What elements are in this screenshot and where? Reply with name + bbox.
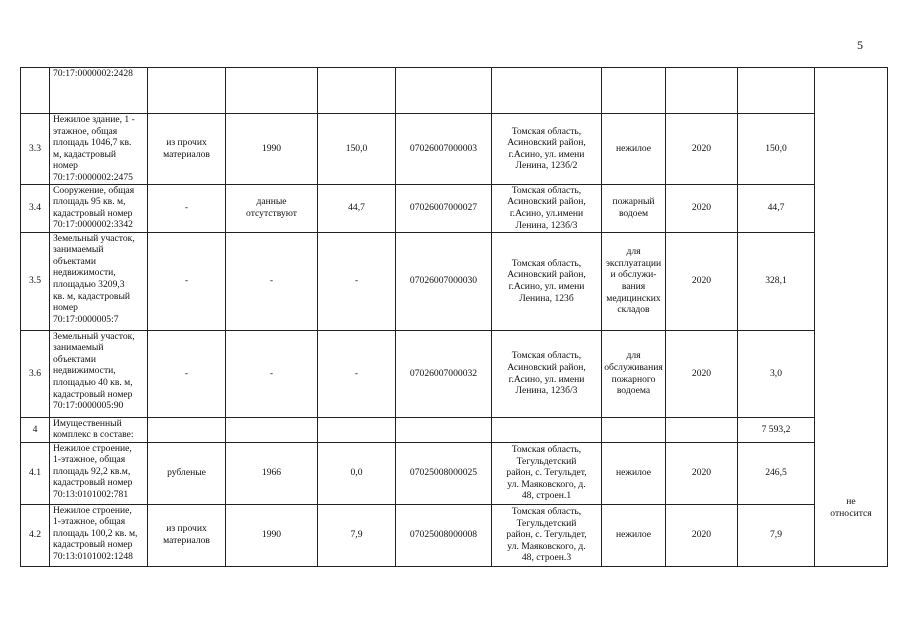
item-number-cell: 4 (21, 417, 50, 442)
build-year-cell (226, 184, 318, 232)
material-cell (148, 442, 226, 504)
table-row (21, 232, 888, 330)
description-line: 70:17:0000002:3342 (53, 219, 133, 231)
description-line: 70:17:0000002:2428 (53, 68, 133, 79)
purpose-cell (602, 232, 666, 330)
purpose-line: пожарный (612, 196, 655, 208)
material-line: - (184, 202, 189, 214)
description-cell (50, 442, 148, 504)
description-line: номер (53, 302, 78, 314)
description-line: площадью 3209,3 (53, 278, 125, 290)
item-number-cell: 4.1 (21, 442, 50, 504)
material-line: из прочих (166, 137, 207, 149)
address-line: Асиновский район, (507, 361, 586, 373)
purpose-cell (602, 114, 666, 185)
year-cell: 2020 (666, 504, 738, 566)
address-line: Асиновский район, (507, 196, 586, 208)
table-row (21, 114, 888, 185)
area-cell: - (318, 232, 396, 330)
address-cell (492, 232, 602, 330)
description-cell (50, 504, 148, 566)
purpose-line: вания (621, 281, 646, 293)
address-cell (492, 330, 602, 417)
registry-number-cell: 07026007000027 (396, 184, 492, 232)
description-line: м, кадастровый (53, 148, 117, 160)
material-cell (148, 330, 226, 417)
description-line: 70:17:0000002:2475 (53, 171, 133, 183)
description-line: Нежилое здание, 1 - (53, 114, 135, 125)
item-number-cell: 3.4 (21, 184, 50, 232)
value-cell: 7 593,2 (738, 417, 815, 442)
purpose-line: для (626, 246, 641, 258)
material-line: рубленые (167, 467, 206, 479)
description-line: Земельный участок, (53, 330, 135, 342)
build-year-cell (226, 330, 318, 417)
area-cell: - (318, 330, 396, 417)
material-line: - (184, 275, 189, 287)
purpose-line: нежилое (615, 142, 652, 154)
build-year-cell (226, 232, 318, 330)
value-cell (738, 68, 815, 114)
address-line: 48, строен.3 (521, 552, 572, 564)
purpose-cell (602, 330, 666, 417)
description-line: объектами (53, 255, 96, 267)
note-cell (815, 68, 888, 567)
description-line: недвижимости, (53, 365, 116, 377)
address-cell (492, 184, 602, 232)
value-cell: 3,0 (738, 330, 815, 417)
address-line: г.Асино, ул.имени (509, 208, 584, 220)
area-cell: 44,7 (318, 184, 396, 232)
description-cell (50, 417, 148, 442)
material-cell (148, 184, 226, 232)
purpose-line: водоем (618, 208, 649, 220)
material-line: из прочих (166, 523, 207, 535)
address-line: Томская область, (511, 444, 582, 456)
build-year-line: - (269, 275, 274, 287)
description-cell (50, 114, 148, 185)
address-line: 48, строен.1 (521, 490, 572, 502)
description-cell (50, 232, 148, 330)
description-line: этажное, общая (53, 125, 118, 137)
description-line: занимаемый (53, 342, 104, 354)
registry-number-cell: 07025008000025 (396, 442, 492, 504)
address-line: г.Асино, ул. имени (508, 281, 585, 293)
purpose-line: обслуживания (604, 361, 663, 373)
description-line: кадастровый номер (53, 207, 133, 219)
material-line: материалов (163, 535, 210, 547)
item-number-cell: 3.6 (21, 330, 50, 417)
value-cell: 246,5 (738, 442, 815, 504)
value-cell: 150,0 (738, 114, 815, 185)
address-line: Тегульдетский (516, 517, 577, 529)
description-line: недвижимости, (53, 267, 116, 279)
description-line: кадастровый номер (53, 388, 133, 400)
description-line: объектами (53, 353, 96, 365)
address-cell (492, 68, 602, 114)
address-line: район, с. Тегульдет, (506, 467, 587, 479)
value-cell: 328,1 (738, 232, 815, 330)
table-row (21, 330, 888, 417)
description-line: Земельный участок, (53, 232, 135, 244)
description-cell (50, 184, 148, 232)
table-row (21, 417, 888, 442)
table-row (21, 184, 888, 232)
area-cell: 150,0 (318, 114, 396, 185)
registry-number-cell: 07026007000032 (396, 330, 492, 417)
purpose-line: водоема (616, 385, 651, 397)
purpose-cell (602, 184, 666, 232)
build-year-line: отсутствуют (246, 208, 297, 220)
material-cell (148, 504, 226, 566)
material-cell (148, 417, 226, 442)
description-line: площадью 40 кв. м, (53, 376, 133, 388)
build-year-cell (226, 68, 318, 114)
value-cell: 44,7 (738, 184, 815, 232)
description-line: 1-этажное, общая (53, 454, 126, 466)
page-number: 5 (857, 38, 863, 52)
description-line: комплекс в составе: (53, 429, 134, 441)
table-row (21, 504, 888, 566)
material-line: материалов (163, 148, 210, 160)
material-cell (148, 114, 226, 185)
purpose-cell (602, 442, 666, 504)
description-line: 70:17:0000005:7 (53, 313, 119, 325)
address-line: Асиновский район, (507, 137, 586, 149)
area-cell: 7,9 (318, 504, 396, 566)
address-line: Томская область, (511, 257, 582, 269)
registry-number-cell: 07026007000003 (396, 114, 492, 185)
address-line: Томская область, (511, 350, 582, 362)
description-line: 70:13:0101002:1248 (53, 550, 133, 562)
address-line: Ленина, 123б/2 (515, 160, 578, 172)
note-line: не (846, 496, 856, 507)
material-cell (148, 232, 226, 330)
area-cell (318, 68, 396, 114)
description-line: 70:17:0000005:90 (53, 400, 124, 412)
address-line: Томская область, (511, 184, 582, 196)
year-cell (666, 417, 738, 442)
address-line: г.Асино, ул. имени (508, 148, 585, 160)
address-line: Томская область, (511, 125, 582, 137)
description-cell (50, 330, 148, 417)
registry-number-cell: 07025008000008 (396, 504, 492, 566)
item-number-cell: 4.2 (21, 504, 50, 566)
area-cell (318, 417, 396, 442)
material-line: - (184, 367, 189, 379)
purpose-line: эксплуатации (605, 257, 662, 269)
purpose-line: нежилое (615, 529, 652, 541)
address-cell (492, 442, 602, 504)
build-year-line: 1990 (261, 142, 282, 154)
purpose-line: медицинских (606, 292, 661, 304)
address-cell (492, 504, 602, 566)
registry-number-cell: 07026007000030 (396, 232, 492, 330)
purpose-line: складов (617, 304, 650, 316)
build-year-line: 1990 (261, 529, 282, 541)
description-line: занимаемый (53, 244, 104, 256)
purpose-cell (602, 417, 666, 442)
description-line: площадь 95 кв. м, (53, 196, 126, 208)
description-line: площадь 92,2 кв.м, (53, 465, 131, 477)
address-line: Ленина, 123б (519, 292, 574, 304)
address-line: г.Асино, ул. имени (508, 373, 585, 385)
purpose-cell (602, 504, 666, 566)
build-year-cell (226, 442, 318, 504)
year-cell: 2020 (666, 232, 738, 330)
year-cell (666, 68, 738, 114)
description-line: 1-этажное, общая (53, 516, 126, 528)
address-line: Ленина, 123б/3 (515, 385, 578, 397)
description-line: площадь 1046,7 кв. (53, 137, 132, 149)
description-line: Сооружение, общая (53, 184, 135, 196)
address-line: район, с. Тегульдет, (506, 529, 587, 541)
value-cell: 7,9 (738, 504, 815, 566)
year-cell: 2020 (666, 114, 738, 185)
purpose-line: и обслужи- (610, 269, 657, 281)
year-cell: 2020 (666, 442, 738, 504)
description-line: кадастровый номер (53, 539, 133, 551)
description-line: кв. м, кадастровый (53, 290, 131, 302)
address-cell (492, 417, 602, 442)
year-cell: 2020 (666, 184, 738, 232)
address-line: Томская область, (511, 506, 582, 518)
build-year-cell (226, 417, 318, 442)
purpose-line: пожарного (611, 373, 656, 385)
area-cell: 0,0 (318, 442, 396, 504)
table-row (21, 442, 888, 504)
description-cell (50, 68, 148, 114)
address-cell (492, 114, 602, 185)
address-line: Тегульдетский (516, 455, 577, 467)
build-year-cell (226, 504, 318, 566)
description-line: Имущественный (53, 417, 122, 429)
year-cell: 2020 (666, 330, 738, 417)
purpose-cell (602, 68, 666, 114)
item-number-cell: 3.3 (21, 114, 50, 185)
address-line: Ленина, 123б/3 (515, 219, 578, 231)
description-line: Нежилое строение, (53, 442, 132, 454)
registry-number-cell (396, 417, 492, 442)
build-year-line: - (269, 367, 274, 379)
registry-number-cell (396, 68, 492, 114)
note-line: относится (830, 507, 872, 519)
address-line: Асиновский район, (507, 269, 586, 281)
purpose-line: нежилое (615, 467, 652, 479)
description-line: 70:13:0101002:781 (53, 488, 129, 500)
table-row (21, 68, 888, 114)
address-line: ул. Маяковского, д. (507, 478, 586, 490)
build-year-line: данные (256, 196, 287, 208)
description-line: кадастровый номер (53, 477, 133, 489)
item-number-cell: 3.5 (21, 232, 50, 330)
material-cell (148, 68, 226, 114)
description-line: номер (53, 160, 78, 172)
purpose-line: для (626, 350, 641, 362)
description-line: Нежилое строение, (53, 504, 132, 516)
property-table (20, 67, 888, 567)
build-year-line: 1966 (261, 467, 282, 479)
description-line: площадь 100,2 кв. м, (53, 527, 138, 539)
build-year-cell (226, 114, 318, 185)
item-number-cell (21, 68, 50, 114)
address-line: ул. Маяковского, д. (507, 540, 586, 552)
